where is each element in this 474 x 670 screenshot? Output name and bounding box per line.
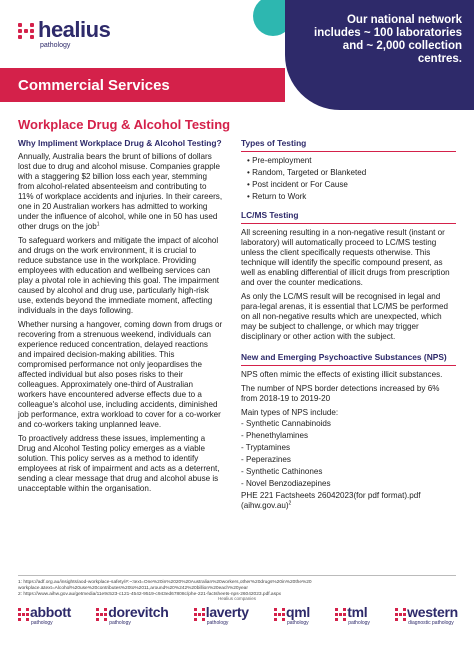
nps-reference[interactable] — [241, 491, 456, 511]
brand-sub: pathology — [206, 620, 229, 626]
list-item: - Synthetic Cathinones — [241, 467, 323, 476]
brand-laverty — [194, 604, 249, 626]
nps-paragraph-3: Main types of NPS include: — [241, 408, 339, 417]
brand-sub: pathology — [109, 620, 131, 626]
list-item: - Novel Benzodiazepines — [241, 479, 331, 488]
list-item: • Pre-employment — [247, 156, 312, 165]
footnote-1[interactable]: 1: https://adf.org.au/insights/aod-workplace-safety/#:~:text=One%20in%2020%20Australian%20workers,other%20drugs%20in%20the%20 workplace.&text=Alcohol%20use%20contributes%20to%2011,around%20%242%20billion%20each%20year — [18, 580, 312, 591]
brand-name: laverty — [205, 604, 249, 620]
footnote-2[interactable]: 2: https://www.aihw.gov.au/getmedia/11e9c523-c121-4542-9519-c943ed67808c/phe-221-factsheets-nps-26042023.pdf.aspx — [18, 592, 282, 597]
footnote-ref: 1 — [96, 221, 100, 228]
section-banner: Commercial Services — [0, 68, 285, 102]
intro-text: Annually, Australia bears the brunt of billions of dollars lost due to drug and alcohol misuse. Companies grapple with a staggering $2 billion loss each year, stemming from alcohol-related absenteeism and contributing to 11% of workplace accidents and injuries. In their careers, one in 20 Australian workers has admitted to working under the influence of alcohol, while one in 50 has used other drugs on the job — [18, 152, 223, 231]
why-heading: Why Impliment Workplace Drug & Alcohol Testing? — [18, 138, 222, 148]
page-title: Workplace Drug & Alcohol Testing — [18, 117, 231, 132]
brand-qml — [274, 604, 310, 626]
lcms-heading: LC/MS Testing — [241, 210, 456, 224]
brand-sub: pathology — [31, 620, 53, 626]
brand-abbott — [18, 604, 71, 626]
brand-name: tml — [347, 604, 368, 620]
brand-dorevitch — [96, 604, 168, 626]
healius-logo — [18, 18, 110, 50]
brand-row — [18, 604, 458, 626]
nps-heading: New and Emerging Psychoactive Substances (NPS) — [241, 352, 456, 366]
hangover-paragraph: Whether nursing a hangover, coming down from drugs or recovering from a strenuous weekend, individuals can experience reduced concentration, delayed reactions and impaired decision-making abilities. This compromised performance not only jeopardises the affected individual but also poses risks to their colleagues. Approximately one-third of Australian workers have encountered adverse effects due to a colleague's alcohol use, including accidents, diminished job performance, extra workload to cover for a co-worker and co-workers taking unplanned leave. — [18, 320, 223, 429]
nps-paragraph-2: The number of NPS border detections increased by 6% from 2018-19 to 2019-20 — [241, 384, 440, 403]
brand-mark-icon — [194, 608, 204, 622]
footnote-divider — [18, 575, 456, 576]
nps-paragraph-1: NPS often mimic the effects of existing illicit substances. — [241, 370, 443, 379]
logo-sub: pathology — [40, 42, 71, 49]
brand-mark-icon — [274, 608, 284, 622]
list-item: - Phenethylamines — [241, 431, 309, 440]
list-item: - Tryptamines — [241, 443, 291, 452]
left-column — [18, 138, 223, 498]
brand-mark-icon — [96, 608, 106, 622]
companies-label: Healius companies — [217, 596, 257, 601]
brand-mark-icon — [395, 608, 405, 622]
brand-sub: pathology — [287, 620, 309, 626]
lcms-paragraph-2: As only the LC/MS result will be recognised in legal and para-legal arenas, it is essential that LC/MS be performed on all non-negative results which are unexpected, which may be subject to challenge, or which may trigger disciplinary or other action with the subject. — [241, 292, 448, 341]
nps-reference-link[interactable]: PHE 221 Factsheets 26042023(for pdf format).pdf (aihw.gov.au) — [241, 491, 421, 510]
footnote-ref: 2 — [288, 500, 292, 507]
brand-western — [395, 604, 458, 626]
network-promo: Our national network includes ~ 100 laboratories and ~ 2,000 collection centres. — [285, 0, 474, 110]
brand-sub: pathology — [348, 620, 370, 626]
brand-tml — [335, 604, 370, 626]
healius-mark-icon — [18, 23, 34, 43]
logo-name: healius — [38, 17, 111, 42]
intro-paragraph — [18, 152, 223, 232]
brand-name: qml — [286, 604, 310, 620]
brand-name: dorevitch — [108, 604, 169, 620]
right-column — [241, 138, 456, 515]
brand-mark-icon — [18, 608, 28, 622]
brand-mark-icon — [335, 608, 345, 622]
list-item: - Peperazines — [241, 455, 291, 464]
list-item: • Post incident or For Cause — [247, 180, 348, 189]
policy-paragraph: To proactively address these issues, implementing a Drug and Alcohol Testing policy emerges as a viable solution. This policy serves as a method to identify employees at risk of impairment and acts as a deterrent, sending a clear message that drug and alcohol abuse is unacceptable within the organisation. — [18, 434, 220, 493]
list-item: • Return to Work — [247, 192, 307, 201]
brand-name: western — [407, 604, 458, 620]
list-item: • Random, Targeted or Blanketed — [247, 168, 367, 177]
lcms-paragraph-1: All screening resulting in a non-negative result (instant or laboratory) will automatically proceed to LC/MS testing unless the client specifically requests otherwise. This technique will identify the specific compound present, as well as enabling differential of illicit drugs from prescription and over the counter medications. — [241, 228, 450, 287]
brand-name: abbott — [30, 604, 71, 620]
safeguard-paragraph: To safeguard workers and mitigate the impact of alcohol and drugs on the work environment, it is crucial to reduce substance use in the workplace. Providing employees with education and wellbeing services can play a pivotal role in achieving this goal. The impairment caused by alcohol and drug use, particularly high-risk use, extends beyond the immediate moment, affecting individuals in the days following. — [18, 236, 219, 315]
brand-sub: diagnostic pathology — [408, 620, 454, 626]
list-item: - Synthetic Cannabinoids — [241, 419, 331, 428]
types-heading: Types of Testing — [241, 138, 456, 152]
